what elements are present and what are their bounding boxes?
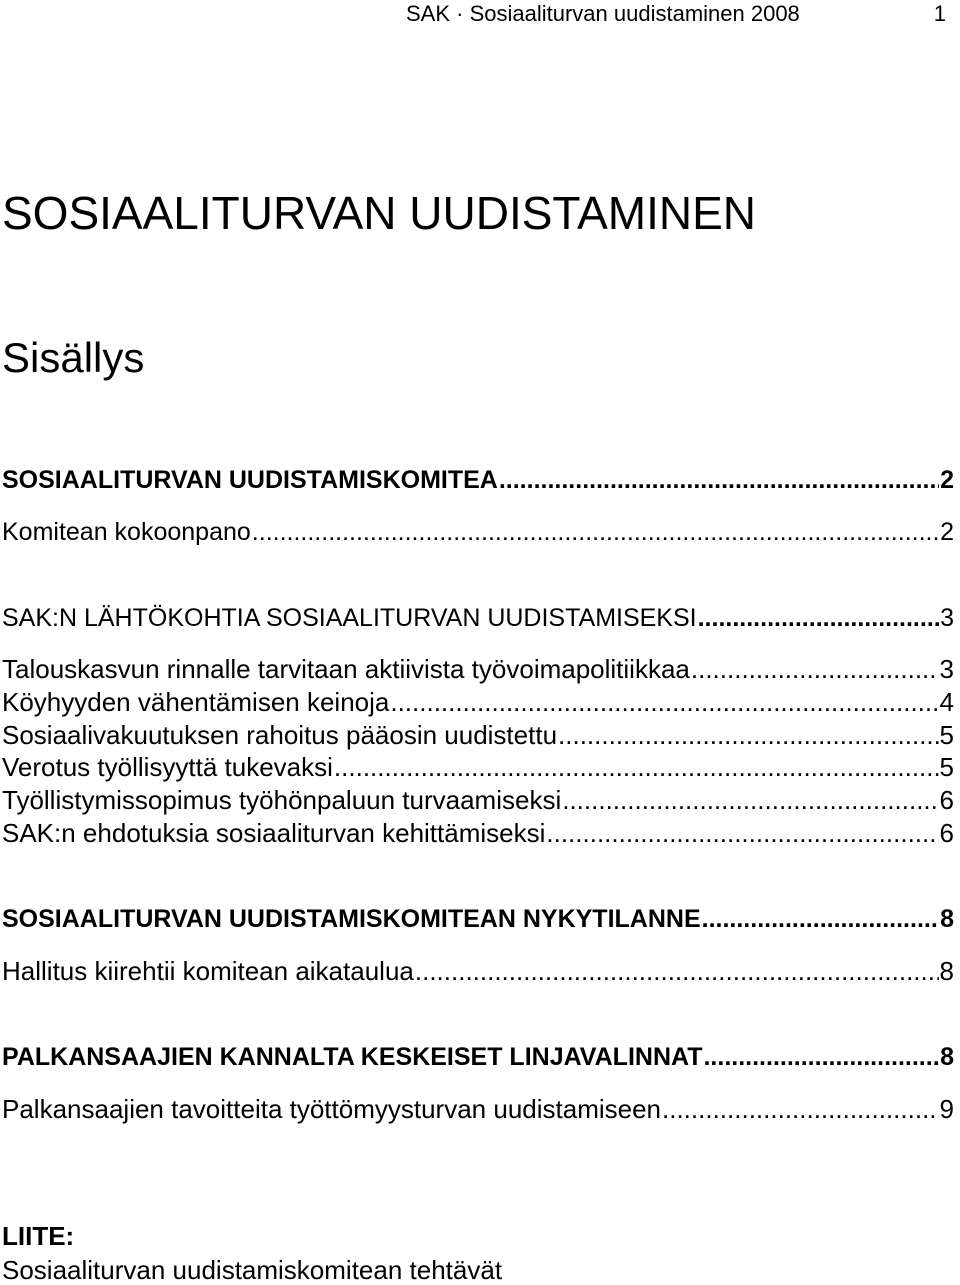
toc-entry-page: 6 xyxy=(939,818,954,848)
appendix-text: Sosiaaliturvan uudistamiskomitean tehtävät xyxy=(2,1255,503,1285)
toc-dot-leader xyxy=(662,1093,939,1125)
toc-entry-title: Työllistymissopimus työhönpaluun turvaamiseksi xyxy=(2,785,562,815)
toc-entry-title: Sosiaalivakuutuksen rahoitus pääosin uudistettu xyxy=(2,720,558,750)
toc-entry-title: Komitean kokoonpano xyxy=(2,518,251,546)
toc-entry-title: Palkansaajien tavoitteita työttömyysturvan uudistamiseen xyxy=(2,1094,662,1124)
toc-entry-title: Hallitus kiirehtii komitean aikataulua xyxy=(2,956,414,986)
header-page-number: 1 xyxy=(933,1,946,26)
toc-entry-page: 3 xyxy=(940,604,954,632)
toc-dot-leader xyxy=(499,464,939,496)
toc-entry-title: PALKANSAAJIEN KANNALTA KESKEISET LINJAVALINNAT xyxy=(2,1043,703,1071)
toc-dot-leader xyxy=(562,784,938,816)
toc-dot-leader xyxy=(691,653,939,685)
toc-entry[interactable] xyxy=(2,516,954,548)
toc-entry[interactable] xyxy=(2,903,954,935)
header-title: SAK · Sosiaaliturvan uudistaminen 2008 xyxy=(406,1,800,26)
toc-entry[interactable] xyxy=(2,955,954,987)
toc-entry[interactable] xyxy=(2,686,954,718)
toc-entry-title: Talouskasvun rinnalle tarvitaan aktiivista työvoimapolitiikkaa xyxy=(2,654,690,684)
toc-entry-page: 8 xyxy=(940,905,954,933)
toc-entry[interactable] xyxy=(2,1041,954,1073)
toc-entry[interactable] xyxy=(2,653,954,685)
toc-entry-page: 5 xyxy=(939,752,954,782)
toc-dot-leader xyxy=(558,719,939,751)
toc-entry[interactable] xyxy=(2,751,954,783)
toc-entry[interactable] xyxy=(2,817,954,849)
toc-entry-title: SAK:n ehdotuksia sosiaaliturvan kehittämiseksi xyxy=(2,818,546,848)
toc-heading: Sisällys xyxy=(2,334,145,381)
toc-entry-page: 4 xyxy=(939,687,954,717)
toc-entry-title: SAK:N LÄHTÖKOHTIA SOSIAALITURVAN UUDISTAMISEKSI xyxy=(2,604,697,632)
toc-entry[interactable] xyxy=(2,784,954,816)
appendix-label: LIITE: xyxy=(2,1221,75,1251)
toc-entry-title: Köyhyyden vähentämisen keinoja xyxy=(2,687,390,717)
document-title: SOSIAALITURVAN UUDISTAMINEN xyxy=(2,187,757,239)
toc-dot-leader xyxy=(702,903,939,935)
toc-entry-page: 6 xyxy=(939,785,954,815)
toc-entry[interactable] xyxy=(2,1093,954,1125)
toc-entry-title: SOSIAALITURVAN UUDISTAMISKOMITEAN NYKYTILANNE xyxy=(2,905,701,933)
toc-dot-leader xyxy=(390,686,938,718)
toc-dot-leader xyxy=(334,751,939,783)
toc-dot-leader xyxy=(703,1041,939,1073)
toc-dot-leader xyxy=(415,955,939,987)
toc-entry-page: 5 xyxy=(939,720,954,750)
toc-entry-title: SOSIAALITURVAN UUDISTAMISKOMITEA xyxy=(2,466,498,494)
toc-dot-leader xyxy=(252,516,939,548)
toc-entry-page: 8 xyxy=(939,956,954,986)
toc-entry-page: 2 xyxy=(940,466,954,494)
toc-entry-page: 2 xyxy=(940,518,954,546)
toc-entry-title: Verotus työllisyyttä tukevaksi xyxy=(2,752,333,782)
toc-dot-leader xyxy=(698,602,939,634)
page-header xyxy=(0,0,960,30)
toc-entry[interactable] xyxy=(2,719,954,751)
toc-entry-page: 8 xyxy=(940,1043,954,1071)
toc-entry[interactable] xyxy=(2,602,954,634)
toc-dot-leader xyxy=(546,817,938,849)
toc-entry-page: 9 xyxy=(939,1094,954,1124)
toc-entry[interactable] xyxy=(2,464,954,496)
toc-entry-page: 3 xyxy=(939,654,954,684)
